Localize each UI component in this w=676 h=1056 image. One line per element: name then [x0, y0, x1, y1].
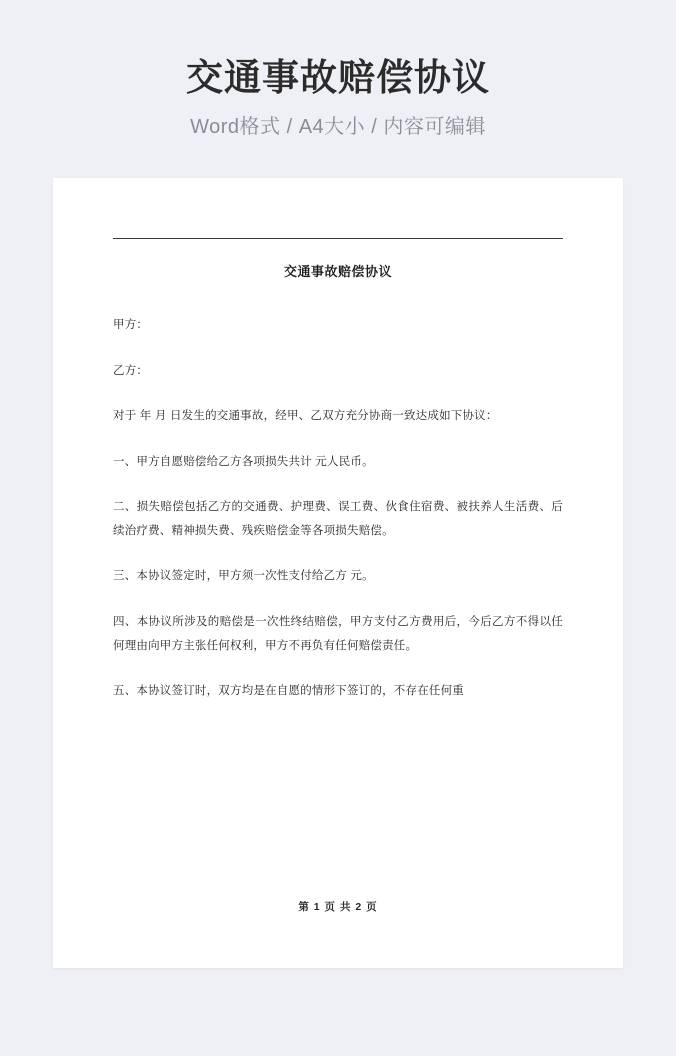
page-footer: 第 1 页 共 2 页: [298, 901, 378, 913]
paragraph-clause-4: 四、本协议所涉及的赔偿是一次性终结赔偿，甲方支付乙方费用后，今后乙方不得以任何理由向甲方主张任何权利，甲方不再负有任何赔偿责任。: [113, 615, 563, 652]
paragraph-party-b: 乙方：: [113, 364, 149, 377]
document-body: [53, 178, 623, 968]
document-title: 交通事故赔偿协议: [283, 264, 392, 279]
promo-title: 交通事故赔偿协议: [186, 57, 490, 98]
promo-subtitle: Word格式 / A4大小 / 内容可编辑: [190, 116, 486, 139]
paragraph-clause-2: 二、损失赔偿包括乙方的交通费、护理费、误工费、伙食住宿费、被扶养人生活费、后续治疗费、精神损失费、残疾赔偿金等各项损失赔偿。: [113, 501, 563, 537]
paragraph-clause-1: 一、甲方自愿赔偿给乙方各项损失共计 元人民币。: [113, 455, 374, 468]
promo-header: [0, 0, 676, 139]
horizontal-rule: [113, 238, 563, 239]
document-page: [53, 178, 623, 968]
paragraph-party-a: 甲方：: [113, 319, 149, 331]
paragraph-clause-3: 三、本协议签定时，甲方须一次性支付给乙方 元。: [113, 570, 374, 583]
paragraph-clause-5: 五、本协议签订时，双方均是在自愿的情形下签订的，不存在任何重: [113, 685, 464, 698]
paragraph-preamble: 对于 年 月 日发生的交通事故，经甲、乙双方充分协商一致达成如下协议：: [113, 410, 498, 423]
